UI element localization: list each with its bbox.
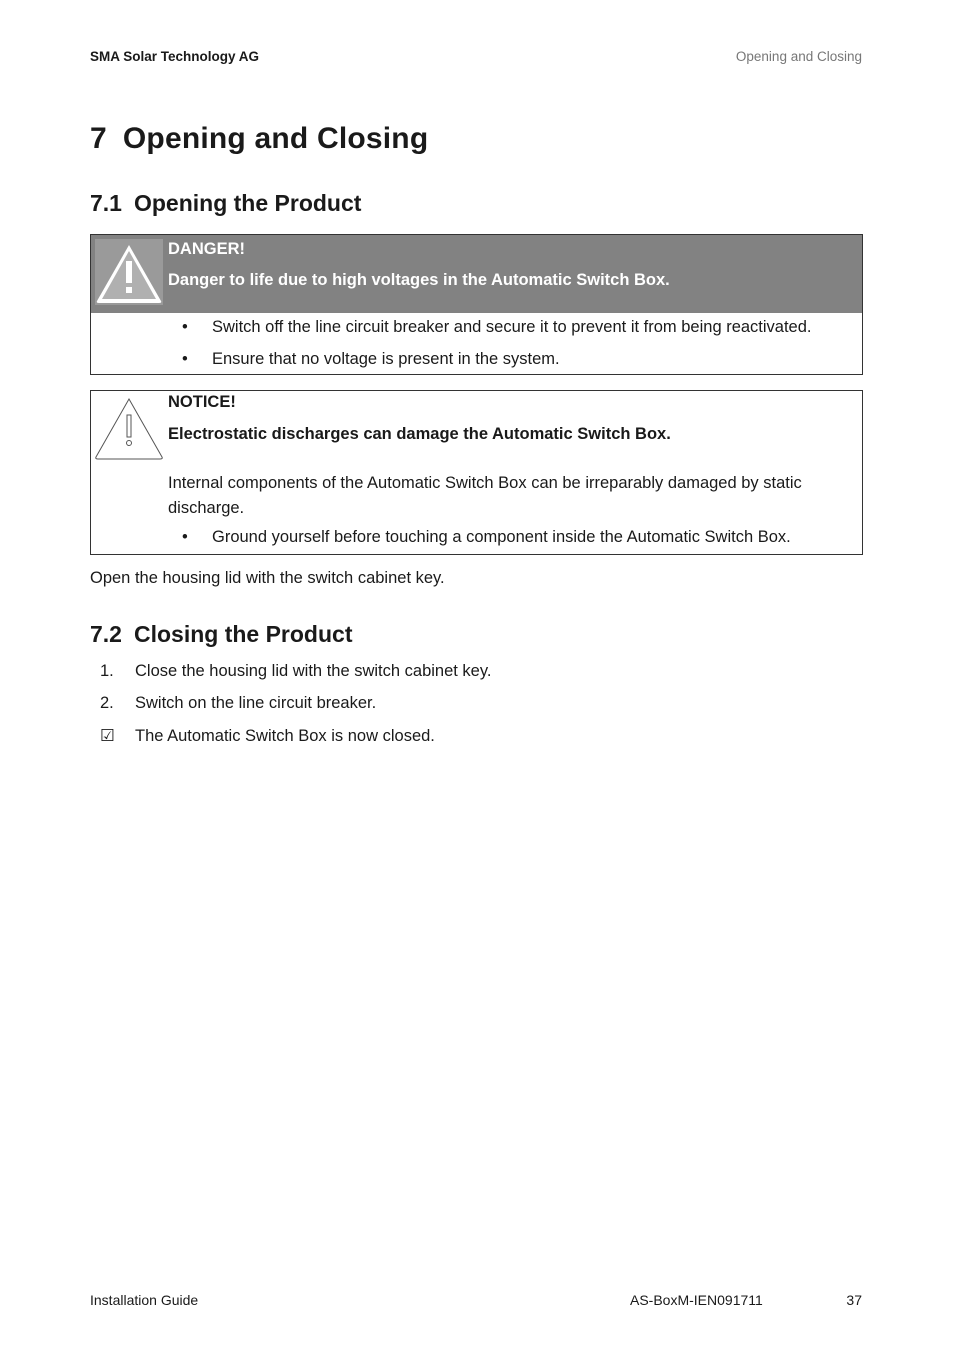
notice-body: Internal components of the Automatic Switch Box can be irreparably damaged by static discharge.: [168, 474, 802, 517]
step-1-text: Close the housing lid with the switch cabinet key.: [135, 662, 492, 680]
section-2-heading: [90, 621, 352, 648]
open-instruction: Open the housing lid with the switch cabinet key.: [90, 569, 445, 587]
step-2: [100, 694, 376, 713]
result-text: The Automatic Switch Box is now closed.: [135, 727, 435, 745]
bullet-marker: •: [182, 350, 188, 368]
danger-bullet-2-text: Ensure that no voltage is present in the system.: [212, 350, 560, 368]
result-line: [100, 726, 435, 746]
danger-bullet-1-text: Switch off the line circuit breaker and secure it to prevent it from being reactivated.: [212, 318, 812, 336]
section-1-title: Opening the Product: [133, 190, 362, 216]
header-company: SMA Solar Technology AG: [90, 49, 260, 64]
step-2-number: 2.: [100, 694, 114, 712]
danger-signal-word: DANGER!: [168, 240, 245, 258]
chapter-title-text: Opening and Closing: [122, 122, 429, 155]
notice-triangle-icon: [95, 395, 163, 461]
notice-box: [90, 390, 863, 555]
notice-signal-word: NOTICE!: [168, 393, 236, 411]
chapter-title: [90, 122, 428, 156]
notice-bullet-1: [182, 528, 791, 547]
step-1: [100, 662, 491, 681]
footer-doc-type: Installation Guide: [90, 1292, 199, 1308]
danger-bullet-2: [182, 350, 560, 369]
section-2-number: 7.2: [90, 621, 122, 647]
notice-bullet-1-text: Ground yourself before touching a component inside the Automatic Switch Box.: [212, 528, 791, 546]
chapter-number: 7: [90, 122, 107, 155]
notice-headline: Electrostatic discharges can damage the Automatic Switch Box.: [168, 425, 671, 443]
danger-headline: Danger to life due to high voltages in the Automatic Switch Box.: [168, 271, 670, 289]
bullet-marker: •: [182, 528, 188, 546]
footer-doc-id: AS-BoxM-IEN091711: [630, 1292, 763, 1308]
bullet-marker: •: [182, 318, 188, 336]
danger-header: [91, 235, 862, 313]
warning-triangle-icon: [95, 239, 163, 305]
step-1-number: 1.: [100, 662, 114, 680]
header-section: Opening and Closing: [735, 49, 862, 64]
danger-bullet-1: [182, 318, 812, 337]
danger-box: [90, 234, 863, 375]
footer-page-number: 37: [846, 1292, 862, 1308]
checkbox-checked-icon: ☑: [100, 727, 115, 745]
section-1-number: 7.1: [90, 190, 122, 216]
step-2-text: Switch on the line circuit breaker.: [135, 694, 377, 712]
section-2-title: Closing the Product: [133, 621, 353, 647]
section-1-heading: [90, 190, 361, 217]
